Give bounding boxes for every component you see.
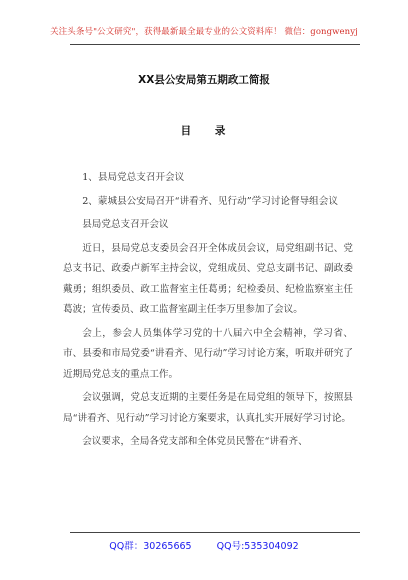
- paragraph: 会上，参会人员集体学习党的十八届六中全会精神，学习省、市、县委和市局党委“讲看齐、见行动”学习讨论方案，听取并研究了近期局党总支的重点工作。: [63, 327, 353, 380]
- paragraph: 会议要求，全局各党支部和全体党员民警在“讲看齐、: [82, 436, 308, 447]
- header-divider: [70, 44, 360, 45]
- paragraph: 会议强调，党总支近期的主要任务是在局党组的领导下，按照县局“讲看齐、见行动”学习讨论方案要求，认真扎实开展好学习讨论。: [63, 392, 353, 424]
- qq-number-text: QQ号:535304092: [216, 541, 299, 552]
- document-body: [63, 168, 353, 456]
- toc-item: 1、县局党总支召开会议: [82, 172, 185, 183]
- promo-banner: 关注头条号"公文研究"，获得最新最全最专业的公文资料库！ 微信：gongwenyj: [50, 27, 358, 37]
- paragraph: 近日，县局党总支委员会召开全体成员会议，局党组副书记、党总支书记、政委卢新军主持会议，党组成员、党总支副书记、副政委戴勇；组织委员、政工监督室主任葛勇；纪检委员、纪检监察室主任葛波；宣传委员、政工监督室副主任李万里参加了会议。: [63, 242, 353, 315]
- document-title: XX县公安局第五期政工简报: [138, 74, 270, 86]
- toc-item: 2、蒙城县公安局召开“讲看齐、见行动”学习讨论督导组会议: [82, 195, 338, 207]
- section-heading: 县局党总支召开会议: [82, 219, 169, 230]
- footer-divider: [70, 532, 360, 533]
- footer-contact: [0, 538, 408, 552]
- toc-heading: 目 录: [180, 125, 236, 137]
- qq-group-text: QQ群：30265665: [109, 541, 192, 552]
